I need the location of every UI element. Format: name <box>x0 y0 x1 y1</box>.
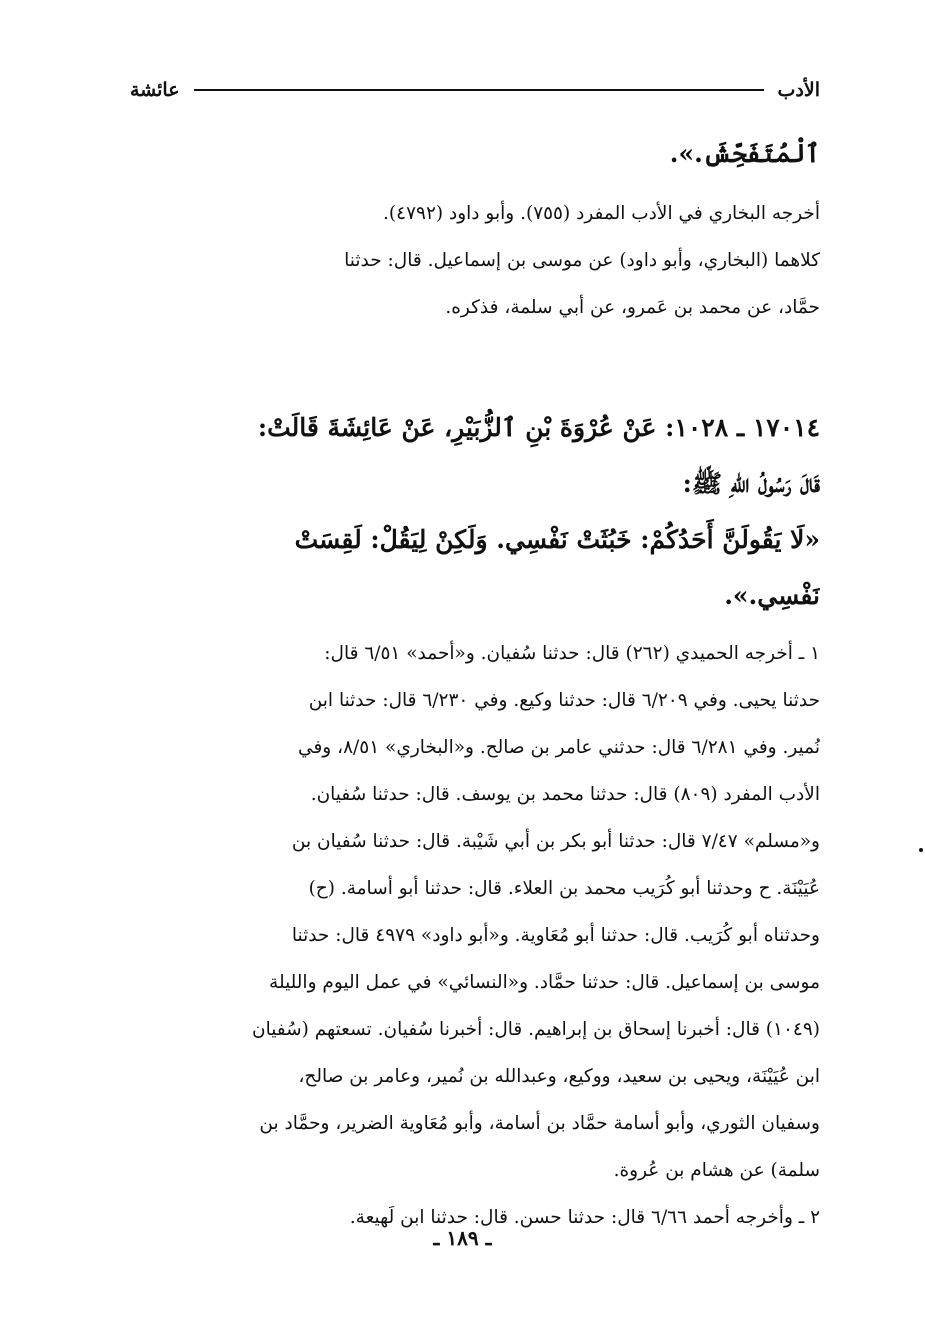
running-header <box>130 72 820 108</box>
hadith-line: نَفْسِي.». <box>724 581 820 610</box>
note-line: حدثنا يحيى. وفي ٦/٢٠٩ قال: حدثنا وكيع. وفي ٦/٢٣٠ قال: حدثنا ابن <box>308 690 820 711</box>
note-line: أخرجه البخاري في الأدب المفرد (٧٥٥). وأبو داود (٤٧٩٢). <box>383 203 820 224</box>
notes-block-2 <box>130 630 820 1241</box>
note-line: و«مسلم» ٧/٤٧ قال: حدثنا أبو بكر بن أبي شَيْبة. قال: حدثنا سُفيان بن <box>291 831 820 852</box>
hadith-line: ١٧٠١٤ ـ ١٠٢٨: عَنْ عُرْوَةَ بْنِ ٱلزُّبَيْرِ، عَنْ عَائِشَةَ قَالَتْ: <box>257 413 820 442</box>
note-line: عُيَيْنَة. ح وحدثنا أبو كُرَيب محمد بن العلاء. قال: حدثنا أبو أسامة. (ح) <box>308 878 820 899</box>
note-line: وحدثناه أبو كُرَيب. قال: حدثنا أبو مُعَاوية. و«أبو داود» ٤٩٧٩ قال: حدثنا <box>291 925 820 946</box>
note-line: الأدب المفرد (٨٠٩) قال: حدثنا محمد بن يوسف. قال: حدثنا سُفيان. <box>310 784 820 805</box>
margin-mark <box>919 848 923 852</box>
notes-block-1 <box>130 190 820 331</box>
opening-fragment <box>130 126 820 182</box>
note-line: موسى بن إسماعيل. قال: حدثنا حمَّاد. و«النسائي» في عمل اليوم والليلة <box>269 972 820 993</box>
note-line: وسفيان الثوري، وأبو أسامة حمَّاد بن أسامة، وأبو مُعَاوية الضرير، وحمَّاد بن <box>259 1113 820 1134</box>
note-line: ابن عُيَيْنَة، ويحيى بن سعيد، ووكيع، وعبدالله بن نُمير، وعامر بن صالح، <box>298 1066 820 1087</box>
header-section-title: الأدب <box>777 79 820 101</box>
page-number: ـ ١٨٩ ـ <box>433 1226 492 1250</box>
note-line: نُمير. وفي ٦/٢٨١ قال: حدثني عامر بن صالح. و«البخاري» ٨/٥١، وفي <box>298 737 820 758</box>
note-line: ١ ـ أخرجه الحميدي (٢٦٢) قال: حدثنا سُفيان. و«أحمد» ٦/٥١ قال: <box>324 643 820 664</box>
hadith-line: «لَا يَقُولَنَّ أَحَدُكُمْ: خَبُثَتْ نَفْسِي. وَلَكِنْ لِيَقُلْ: لَقِسَتْ <box>294 525 820 554</box>
note-line: سلمة) عن هشام بن عُروة. <box>613 1160 820 1181</box>
note-line: (١٠٤٩) قال: أخبرنا إسحاق بن إبراهيم. قال: أخبرنا سُفيان. تسعتهم (سُفيان <box>251 1019 820 1040</box>
header-rule <box>194 89 764 91</box>
header-narrator-title: عائشة <box>130 79 180 101</box>
opening-fragment-line: ٱلْمُتَفَحِّشَ.». <box>669 139 820 168</box>
note-line: ٢ ـ وأخرجه أحمد ٦/٦٦ قال: حدثنا حسن. قال: حدثنا ابن لَهيعة. <box>349 1207 820 1228</box>
hadith-text <box>130 400 820 624</box>
note-line: كلاهما (البخاري، وأبو داود) عن موسى بن إسماعيل. قال: حدثنا <box>344 250 820 271</box>
hadith-line: قَالَ رَسُولُ اللهِ ﷺ: <box>682 469 820 498</box>
note-line: حمَّاد، عن محمد بن عَمرو، عن أبي سلمة، فذكره. <box>445 297 820 318</box>
